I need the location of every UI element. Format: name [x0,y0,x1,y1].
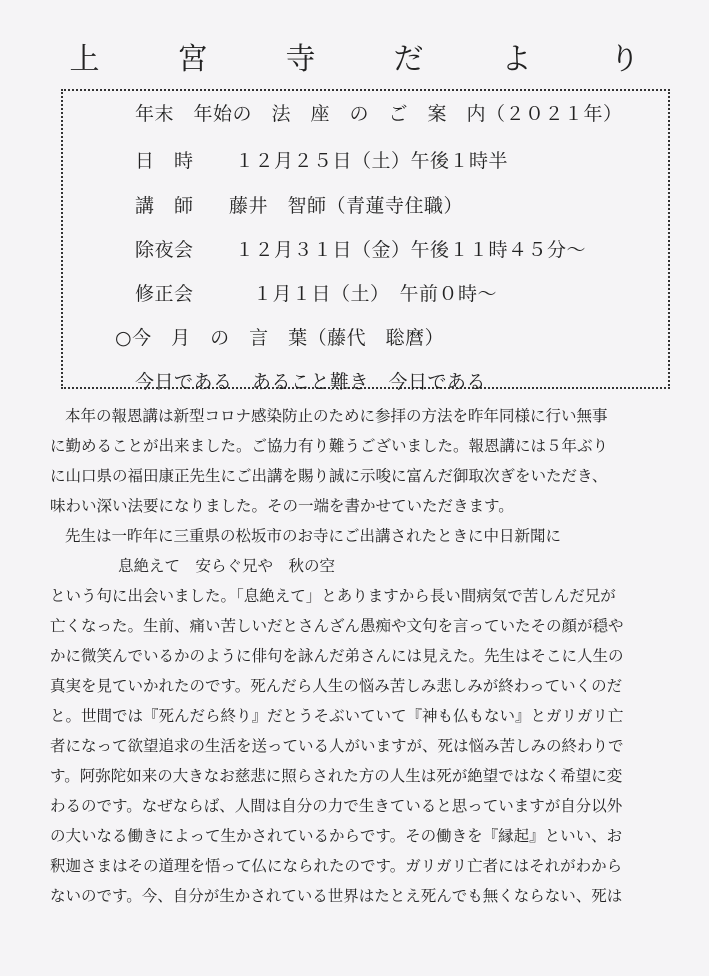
body-line: 者になって欲望追求の生活を送っている人がいますが、死は悩み苦しみの終わりで [50,737,624,755]
body-line: という句に出会いました。「息絶えて」とありますから長い間病気で苦しんだ兄が [50,587,616,605]
article-body [50,401,670,911]
body-line: 亡くなった。生前、痛い苦しいだとさんざん愚痴や文句を言っていたその顔が穏や [50,617,624,635]
schedule-heading: 年末 年始の 法 座 の ご 案 内（２０２１年） [135,103,623,125]
body-line: 先生は一昨年に三重県の松坂市のお寺にご出講されたときに中日新聞に [65,527,562,545]
body-line: に勤めることが出来ました。ご協力有り難うございました。報恩講には５年ぶり [50,437,609,455]
schedule-value-lecturer: 藤井 智師（青蓮寺住職） [229,195,464,217]
schedule-value-date: １２月２５日（土）午後１時半 [235,150,509,172]
body-line: かに微笑んでいるかのように俳句を詠んだ弟さんには見えた。先生はそこに人生の [50,647,624,665]
words-heading: ○今 月 の 言 葉（藤代 聡麿） [115,327,445,349]
body-line: と。世間では『死んだら終り』だとうそぶいていて『神も仏もない』とガリガリ亡 [50,707,624,725]
body-line: ないのです。今、自分が生かされている世界はたとえ死んでも無くならない、死は [50,887,623,905]
schedule-value-joyae: １２月３１日（金）午後１１時４５分～ [235,239,587,261]
schedule-label-lecturer: 講 師 [135,195,194,217]
body-line: 味わい深い法要になりました。その一端を書かせていただきます。 [50,497,514,515]
schedule-label-joyae: 除夜会 [135,239,194,261]
body-line: に山口県の福田康正先生にご出講を賜り誠に示唆に富んだ御取次ぎをいただき、 [50,467,608,485]
body-line: す。阿弥陀如来の大きなお慈悲に照らされた方の人生は死が絶望ではなく希望に変 [50,767,623,785]
newsletter-title: 上 宮 寺 だ よ り [69,42,664,77]
body-line: 本年の報恩講は新型コロナ感染防止のために参拝の方法を昨年同様に行い無事 [65,407,608,425]
schedule-box [61,89,670,393]
body-line: 真実を見ていかれたのです。死んだら人生の悩み苦しみ悲しみが終わっていくのだ [50,677,623,695]
schedule-label-date: 日 時 [135,150,194,172]
body-line: 釈迦さまはその道理を悟って仏になられたのです。ガリガリ亡者にはそれがわから [50,857,623,875]
haiku-line: 息絶えて 安らぐ兄や 秋の空 [118,557,336,575]
schedule-label-shushoe: 修正会 [135,283,194,305]
body-line: わるのです。なぜならば、人間は自分の力で生きていると思っていますが自分以外 [50,797,623,815]
body-line: の大いなる働きによって生かされているからです。その働きを『縁起』といい、お [50,827,623,845]
schedule-value-shushoe: １月１日（土） 午前０時～ [253,283,498,305]
words-of-month: 今日である あること難き 今日である [135,371,487,393]
